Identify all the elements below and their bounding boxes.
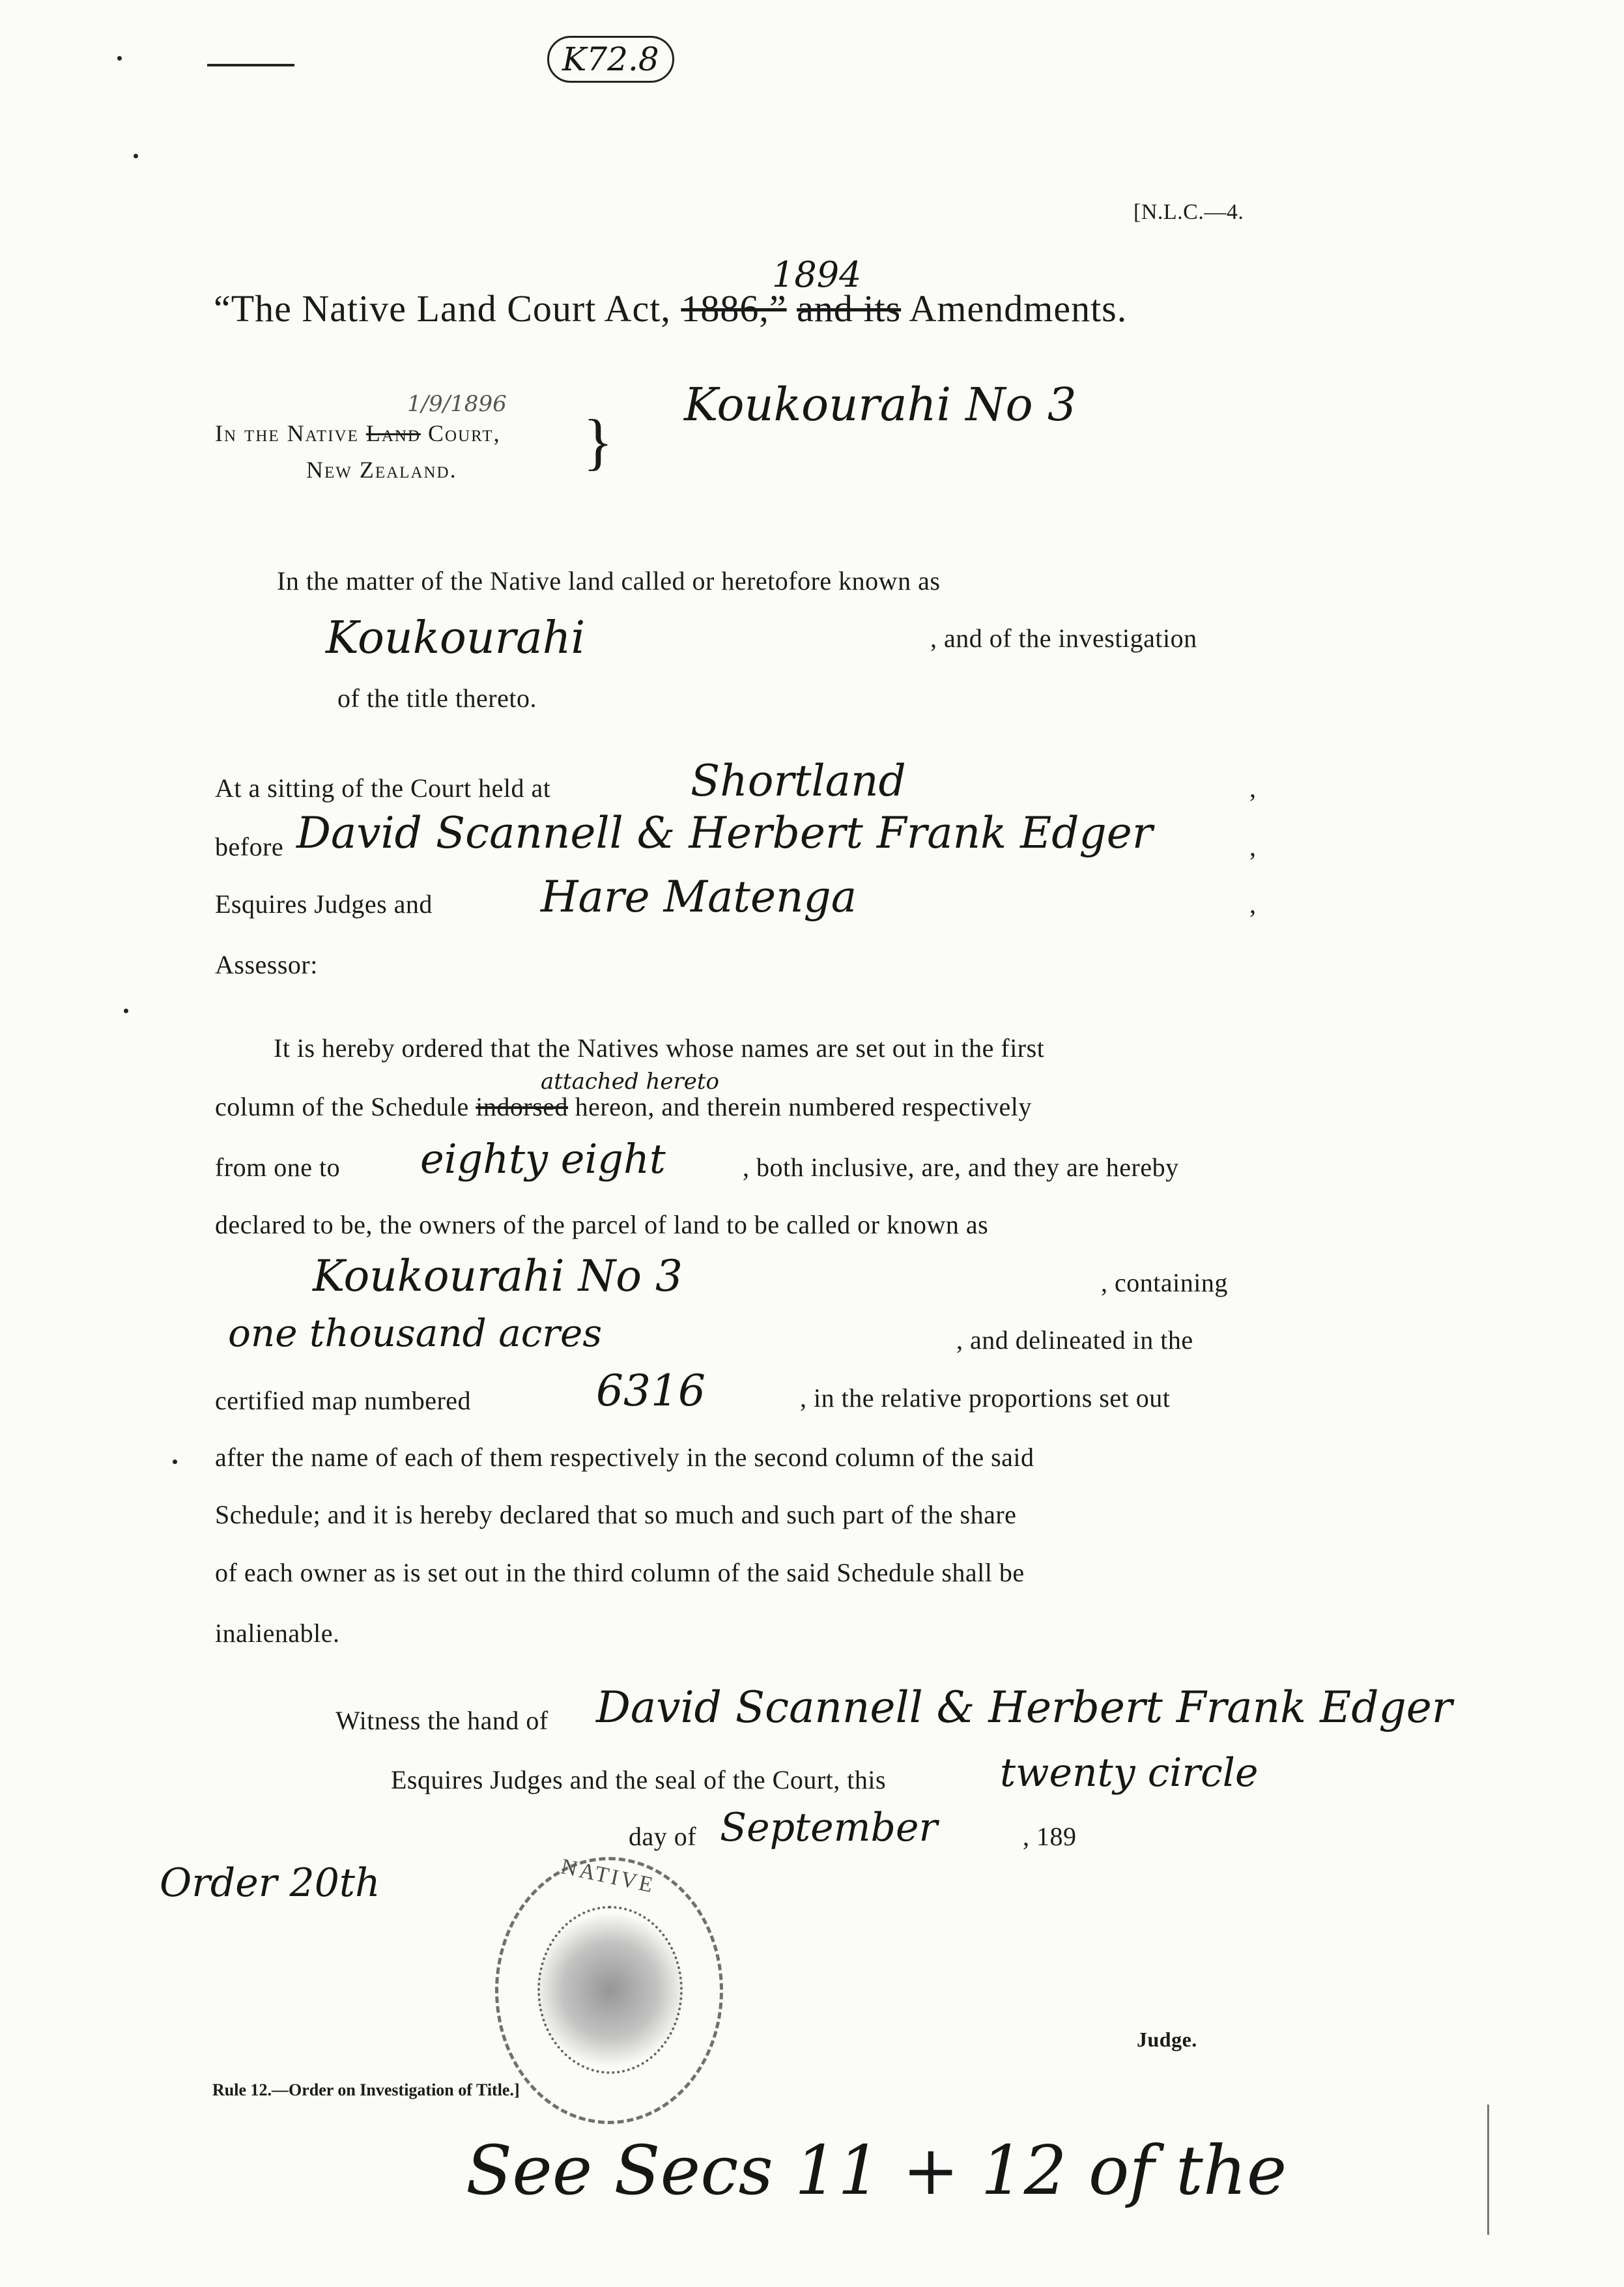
judge-label: Judge. — [1137, 2028, 1197, 2051]
bottom-note: See Secs 11 + 12 of the — [466, 2131, 1287, 2210]
order-margin-note: Order 20th — [160, 1860, 380, 1906]
parcel-name: Koukourahi No 3 — [313, 1251, 683, 1301]
assessor-label: Assessor: — [215, 950, 318, 979]
order-line-10: of each owner as is set out in the third column of the said Schedule shall be — [215, 1558, 1025, 1587]
struck-year: 1886,” — [681, 287, 787, 330]
order-line-2: column of the Schedule indorsed hereon, and therein numbered respectively — [215, 1092, 1032, 1121]
struck-land: Land — [365, 420, 421, 446]
stray-dot — [173, 1460, 177, 1464]
form-code: [N.L.C.—4. — [1133, 200, 1244, 224]
witness-judges: David Scannell & Herbert Frank Edger — [596, 1682, 1453, 1733]
title-suffix: Amendments. — [909, 287, 1128, 330]
witness-month: September — [720, 1805, 938, 1850]
margin-mark — [1487, 2105, 1489, 2235]
stray-dot — [124, 1009, 128, 1013]
matter-line-1: In the matter of the Native land called or heretofore known as — [277, 566, 941, 596]
order-line-5-suffix: , containing — [1101, 1268, 1228, 1297]
order-line-7-prefix: certified map numbered — [215, 1386, 472, 1415]
sitting-held-label: At a sitting of the Court held at — [215, 773, 551, 803]
order-line-11: inalienable. — [215, 1618, 340, 1648]
owner-count: eighty eight — [420, 1135, 666, 1183]
brace: } — [583, 407, 614, 476]
order-line-9: Schedule; and it is hereby declared that so much and such part of the share — [215, 1500, 1017, 1529]
land-area: one thousand acres — [228, 1311, 603, 1355]
court-line-2: New Zealand. — [306, 457, 457, 483]
order-line-8: after the name of each of them respectively in the second column of the said — [215, 1443, 1034, 1472]
struck-words: and its — [797, 287, 902, 330]
struck-indorsed: indorsed — [476, 1092, 569, 1121]
seal-text: NATIVE — [558, 1854, 658, 1898]
witness-day: twenty circle — [1000, 1750, 1259, 1796]
order-line-1: It is hereby ordered that the Natives whose names are set out in the first — [274, 1033, 1045, 1063]
land-name: Koukourahi — [326, 612, 586, 664]
act-title — [214, 287, 1127, 330]
inserted-attached-hereto: attached hereto — [541, 1069, 720, 1095]
block-name: Koukourahi No 3 — [684, 378, 1077, 431]
inserted-year: 1894 — [772, 254, 862, 295]
court-seal — [495, 1854, 723, 2124]
margin-date-note: 1/9/1896 — [407, 391, 507, 417]
assessor-name: Hare Matenga — [541, 872, 857, 922]
rule-reference: Rule 12.—Order on Investigation of Title.] — [212, 2080, 520, 2099]
order-line-6-suffix: , and delineated in the — [956, 1325, 1193, 1355]
order-line-4: declared to be, the owners of the parcel of land to be called or known as — [215, 1210, 989, 1239]
seal-emblem — [537, 1906, 683, 2074]
esquire-label: Esquires Judges and — [215, 889, 433, 919]
witness-year: , 189 — [1023, 1822, 1077, 1851]
before-label: before — [215, 832, 284, 861]
stray-dot — [134, 154, 138, 158]
stray-dot — [117, 56, 122, 61]
title-prefix: “The Native Land Court Act, — [214, 287, 671, 330]
witness-prefix: Witness the hand of — [335, 1706, 548, 1735]
order-line-3-suffix: , both inclusive, are, and they are hereby — [743, 1153, 1179, 1182]
court-line-1: In the Native Land Court, — [215, 420, 501, 446]
sitting-place: Shortland — [691, 756, 906, 806]
order-line-3-prefix: from one to — [215, 1153, 341, 1182]
judges-names: David Scannell & Herbert Frank Edger — [296, 808, 1153, 858]
witness-line-2: Esquires Judges and the seal of the Court, this — [391, 1765, 887, 1794]
day-label: day of — [629, 1822, 697, 1851]
matter-line-3: of the title thereto. — [337, 683, 537, 713]
map-number: 6316 — [596, 1366, 705, 1416]
reference-number: K72.8 — [547, 36, 674, 83]
matter-line-2: , and of the investigation — [930, 624, 1197, 653]
stray-dash — [207, 64, 294, 66]
order-line-7-suffix: , in the relative proportions set out — [800, 1383, 1171, 1413]
